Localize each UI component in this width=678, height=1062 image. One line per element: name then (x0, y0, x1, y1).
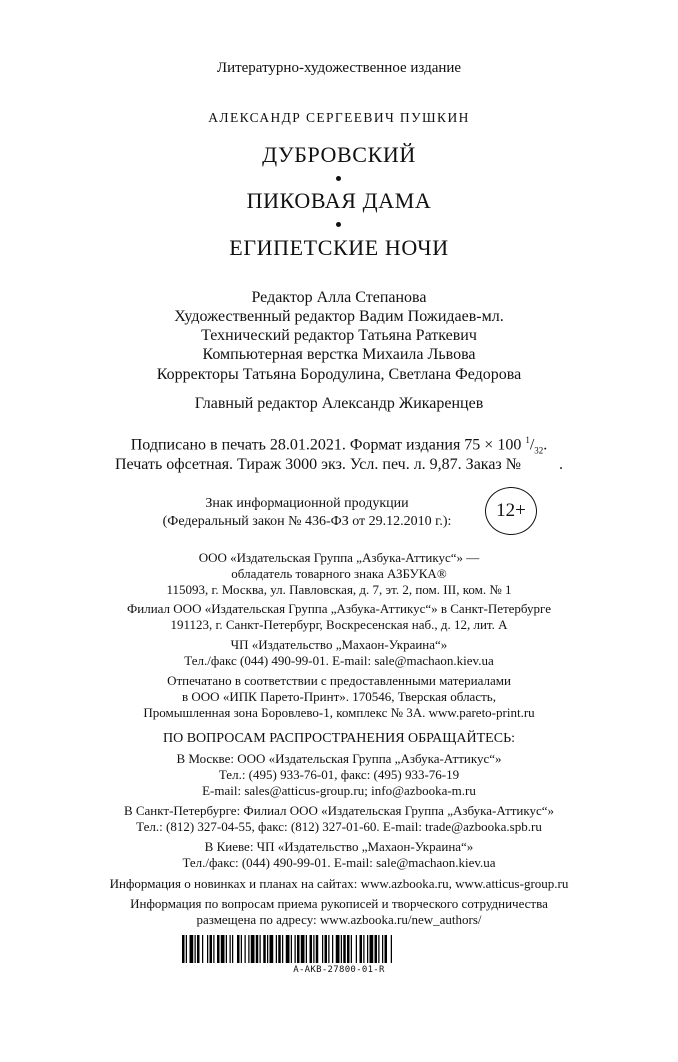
barcode-bar (385, 935, 388, 963)
barcode-bar (295, 935, 296, 963)
barcode-bar (313, 935, 314, 963)
barcode-bar (363, 935, 364, 963)
manuscripts-info: Информация по вопросам приема рукописей и творческого сотрудничества (130, 896, 548, 911)
barcode-bar (256, 935, 259, 963)
barcode-bar (343, 935, 346, 963)
distribution-heading: ПО ВОПРОСАМ РАСПРОСТРАНЕНИЯ ОБРАЩАЙТЕСЬ: (163, 731, 515, 746)
barcode-bar (226, 935, 227, 963)
barcode-bar (310, 935, 313, 963)
credit-layout: Компьютерная верстка Михаила Львова (202, 346, 476, 363)
publisher-line: ООО «Издательская Группа „Азбука-Аттикус“» — (198, 550, 480, 565)
barcode-bar (197, 935, 200, 963)
barcode-bar (202, 935, 203, 963)
printer-line: Промышленная зона Боровлево-1, комплекс № 3А. www.pareto-print.ru (143, 705, 535, 720)
barcode-bar (367, 935, 368, 963)
branch-line: Филиал ООО «Издательская Группа „Азбука-Аттикус“» в Санкт-Петербурге (127, 601, 551, 616)
barcode-bar (347, 935, 350, 963)
distribution-kyiv: В Киеве: ЧП «Издательство „Махаон-Украина“» (204, 839, 474, 854)
distribution-kyiv-contact: Тел./факс: (044) 490-99-01. E-mail: sale@machaon.kiev.ua (182, 855, 496, 870)
barcode-bar (341, 935, 342, 963)
credit-chief-editor: Главный редактор Александр Жикаренцев (194, 395, 484, 412)
barcode-bar (270, 935, 274, 963)
barcode-bar (297, 935, 300, 963)
barcode-bar (286, 935, 290, 963)
barcode-bar (276, 935, 277, 963)
title-separator-dot (336, 176, 341, 181)
barcode-bar (278, 935, 281, 963)
barcode-bar (237, 935, 240, 963)
barcode-bar (375, 935, 378, 963)
barcode-bar (230, 935, 231, 963)
barcode-bar (291, 935, 292, 963)
barcode-bar (351, 935, 352, 963)
barcode-bar (267, 935, 268, 963)
barcode-bar (328, 935, 329, 963)
ukraine-contact: Тел./факс (044) 490-99-01. E-mail: sale@machaon.kiev.ua (184, 653, 494, 668)
distribution-moscow-email: E-mail: sales@atticus-group.ru; info@azbooka-m.ru (202, 783, 476, 798)
distribution-spb-contact: Тел.: (812) 327-04-55, факс: (812) 327-01-60. E-mail: trade@azbooka.spb.ru (136, 819, 542, 834)
barcode-bar (332, 935, 333, 963)
info-sign-law: (Федеральный закон № 436-ФЗ от 29.12.2010 г.): (162, 514, 452, 529)
barcode-bar (186, 935, 187, 963)
credit-art-editor: Художественный редактор Вадим Пожидаев-мл. (174, 308, 504, 325)
barcode-bar (282, 935, 283, 963)
title-egyptian-nights: ЕГИПЕТСКИЕ НОЧИ (229, 235, 449, 260)
print-info-line1: Подписано в печать 28.01.2021. Формат издания 75 × 100 $^1/_{32}$. (130, 435, 548, 456)
ukraine-publisher: ЧП «Издательство „Махаон-Украина“» (230, 637, 448, 652)
publisher-address: 115093, г. Москва, ул. Павловская, д. 7, эт. 2, пом. III, ком. № 1 (166, 582, 512, 597)
age-rating-badge: 12+ (485, 487, 537, 535)
news-info: Информация о новинках и планах на сайтах: www.azbooka.ru, www.atticus-group.ru (109, 876, 569, 891)
barcode-number: A-AKB-27800-01-R (293, 965, 385, 975)
edition-type: Литературно-художественное издание (216, 60, 462, 76)
barcode-bar (356, 935, 357, 963)
barcode-bar (370, 935, 374, 963)
barcode-bar (195, 935, 196, 963)
barcode-bar (360, 935, 363, 963)
barcode-bar (325, 935, 328, 963)
credit-proofreaders: Корректоры Татьяна Бородулина, Светлана Федорова (156, 366, 522, 383)
barcode-bar (221, 935, 225, 963)
barcode-bar (322, 935, 323, 963)
barcode-bar (248, 935, 249, 963)
barcode-bar (182, 935, 185, 963)
print-info-line2: Печать офсетная. Тираж 3000 экз. Усл. печ. л. 9,87. Заказ № . (114, 456, 564, 473)
barcode-bar (336, 935, 340, 963)
barcode-bar (245, 935, 246, 963)
barcode-bar (382, 935, 383, 963)
distribution-spb: В Санкт-Петербурге: Филиал ООО «Издательская Группа „Азбука-Аттикус“» (123, 803, 555, 818)
barcode-bar (207, 935, 208, 963)
distribution-moscow: В Москве: ООО «Издательская Группа „Азбука-Аттикус“» (176, 751, 502, 766)
manuscripts-address: размещена по адресу: www.azbooka.ru/new_authors/ (196, 912, 482, 927)
author-name: АЛЕКСАНДР СЕРГЕЕВИЧ ПУШКИН (208, 110, 470, 125)
title-dubrovsky: ДУБРОВСКИЙ (262, 142, 416, 167)
barcode-bar (217, 935, 220, 963)
barcode-bar (301, 935, 305, 963)
barcode-bar (391, 935, 392, 963)
barcode-bar (263, 935, 266, 963)
barcode-bar (213, 935, 214, 963)
printer-line: Отпечатано в соответствии с предоставленными материалами (167, 673, 511, 688)
distribution-moscow-phone: Тел.: (495) 933-76-01, факс: (495) 933-76-19 (218, 767, 460, 782)
barcode-bar (232, 935, 233, 963)
printer-line: в ООО «ИПК Парето-Принт». 170546, Тверская область, (182, 689, 496, 704)
title-separator-dot (336, 222, 341, 227)
barcode-bar (316, 935, 319, 963)
barcode-bar (306, 935, 307, 963)
branch-address: 191123, г. Санкт-Петербург, Воскресенская наб., д. 12, лит. А (170, 617, 508, 632)
barcode-bar (378, 935, 379, 963)
title-queen-of-spades: ПИКОВАЯ ДАМА (246, 188, 432, 213)
barcode-bar (251, 935, 255, 963)
barcode-bar (210, 935, 213, 963)
credit-tech-editor: Технический редактор Татьяна Раткевич (201, 327, 477, 344)
barcode-bar (241, 935, 242, 963)
barcode-bar (260, 935, 261, 963)
publisher-line: обладатель товарного знака АЗБУКА® (231, 566, 447, 581)
barcode-bar (190, 935, 194, 963)
credit-editor: Редактор Алла Степанова (251, 289, 427, 306)
info-sign-label: Знак информационной продукции (205, 496, 409, 511)
